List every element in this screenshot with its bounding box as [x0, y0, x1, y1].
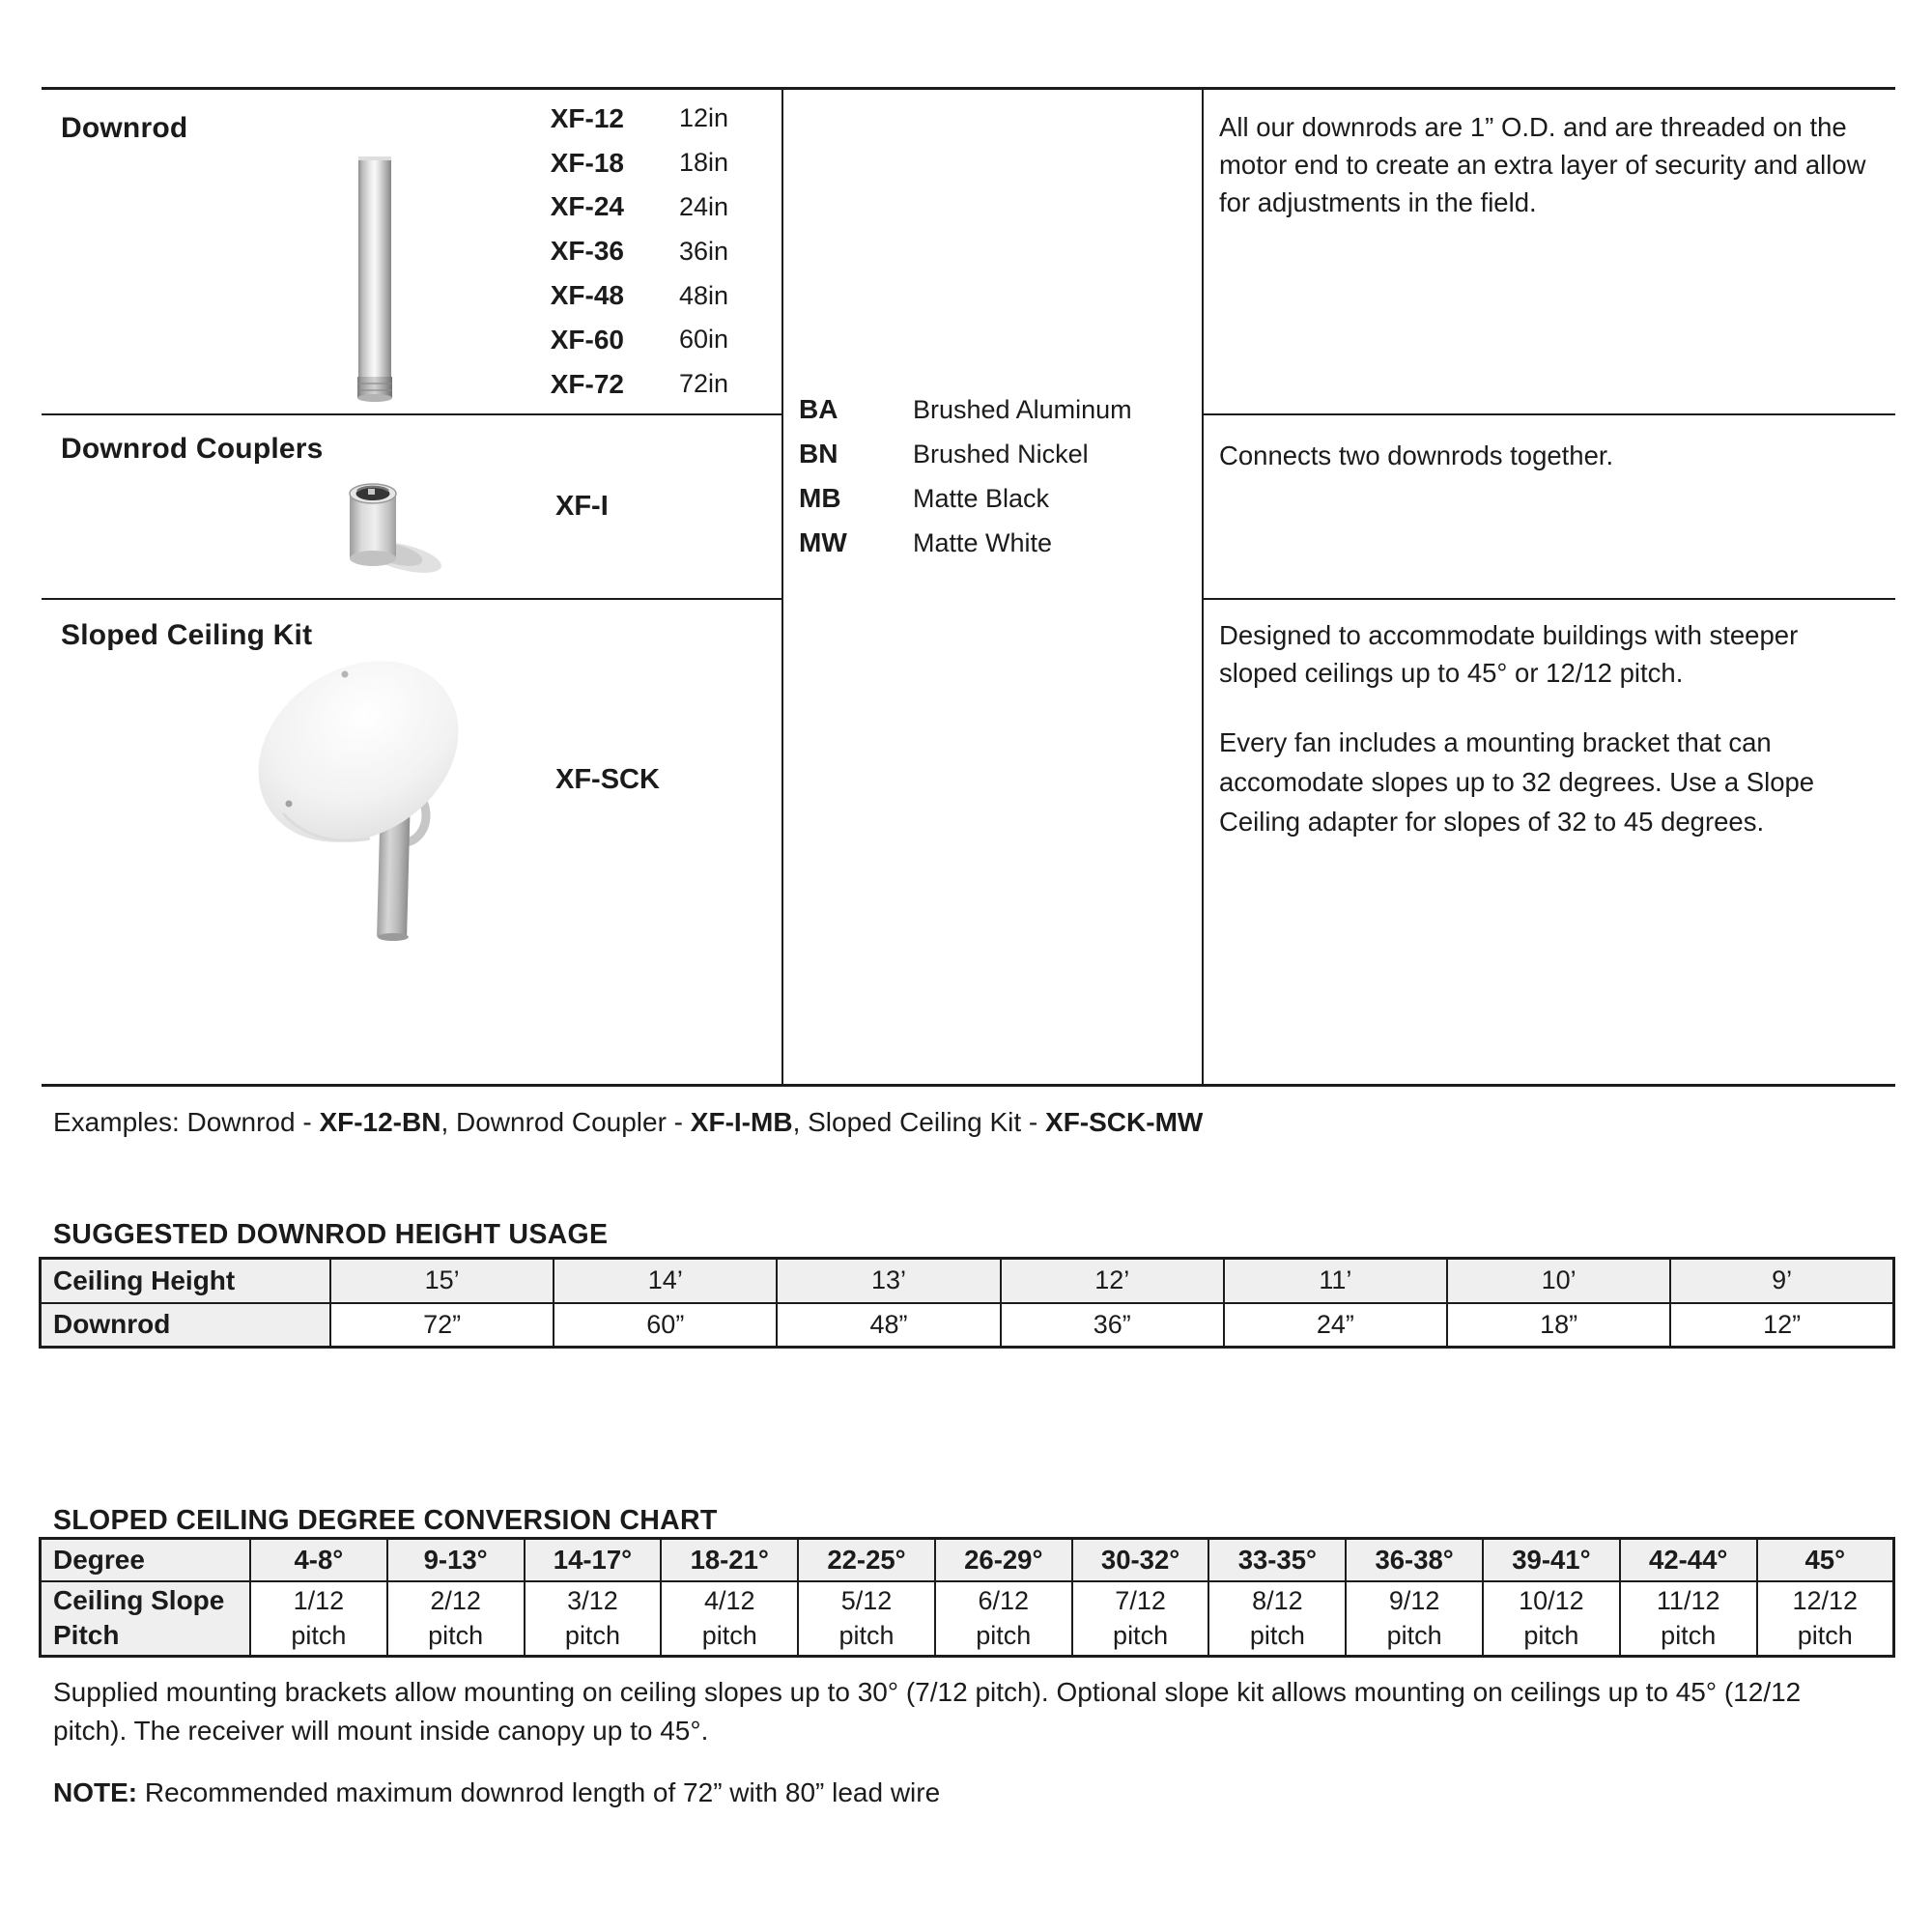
conversion-table-title: SLOPED CEILING DEGREE CONVERSION CHART	[53, 1505, 718, 1536]
finish-row	[799, 432, 1132, 476]
example-downrod-code: XF-12-BN	[319, 1107, 441, 1137]
finish-name: Brushed Aluminum	[913, 394, 1132, 424]
sloped-kit-description-1: Designed to accommodate buildings with steeper sloped ceilings up to 45° or 12/12 pitch.	[1219, 620, 1799, 688]
ceiling-height-value: 13’	[777, 1259, 1000, 1303]
pitch-fraction: 4/12	[703, 1586, 755, 1616]
note-label: NOTE:	[53, 1777, 138, 1807]
downrod-model-row	[522, 185, 728, 230]
finish-row	[799, 476, 1132, 521]
height-table	[39, 1257, 1895, 1349]
pitch-value-cell	[250, 1581, 387, 1657]
right-separator-2	[1202, 598, 1895, 600]
coupler-description: Connects two downrods together.	[1219, 440, 1614, 470]
example-coupler-code: XF-I-MB	[690, 1107, 793, 1137]
downrod-model-code: XF-24	[550, 191, 624, 222]
ceiling-height-value: 11’	[1224, 1259, 1447, 1303]
pitch-value-cell	[1346, 1581, 1483, 1657]
pitch-word: pitch	[564, 1621, 620, 1651]
pitch-fraction: 3/12	[567, 1586, 618, 1616]
ceiling-height-value: 12’	[1001, 1259, 1224, 1303]
downrod-model-code: XF-60	[550, 324, 624, 355]
downrod-length-row	[41, 1303, 1894, 1348]
pitch-word: pitch	[1113, 1621, 1169, 1651]
pitch-row	[41, 1581, 1894, 1657]
downrod-model-code: XF-18	[550, 147, 624, 178]
degree-value: 18-21°	[661, 1539, 798, 1581]
degree-value: 36-38°	[1346, 1539, 1483, 1581]
downrod-model-length: 12in	[679, 103, 729, 133]
finish-name: Brushed Nickel	[913, 439, 1089, 469]
pitch-word: pitch	[1249, 1621, 1305, 1651]
pitch-word: pitch	[1523, 1621, 1579, 1651]
examples-line	[53, 1107, 1203, 1138]
coupler-code: XF-I	[555, 491, 609, 522]
downrod-coupler-image	[336, 477, 452, 574]
degree-value: 42-44°	[1620, 1539, 1757, 1581]
finish-code-list	[799, 387, 1132, 565]
downrod-model-row	[522, 229, 728, 273]
pitch-fraction: 7/12	[1115, 1586, 1166, 1616]
finish-code: MB	[799, 483, 841, 513]
pitch-label	[41, 1581, 251, 1657]
degree-value: 14-17°	[525, 1539, 662, 1581]
pitch-fraction: 12/12	[1792, 1586, 1859, 1616]
downrod-model-code: XF-12	[550, 102, 624, 133]
downrod-model-length: 60in	[679, 325, 729, 355]
downrod-length-value: 18”	[1447, 1303, 1670, 1348]
downrod-model-length: 24in	[679, 191, 729, 221]
downrod-model-length: 36in	[679, 236, 729, 266]
degree-row	[41, 1539, 1894, 1581]
pitch-label-text: Ceiling Slope Pitch	[53, 1585, 225, 1651]
conversion-table	[39, 1537, 1895, 1658]
downrod-model-row	[522, 273, 728, 318]
downrod-model-length: 18in	[679, 148, 729, 178]
ceiling-height-row	[41, 1259, 1894, 1303]
pitch-value-cell	[1072, 1581, 1209, 1657]
pitch-value-cell	[387, 1581, 525, 1657]
note-line	[53, 1774, 940, 1812]
downrod-model-row	[522, 318, 728, 362]
downrod-model-row	[522, 362, 728, 407]
downrod-length-value: 36”	[1001, 1303, 1224, 1348]
pitch-value-cell	[1483, 1581, 1620, 1657]
pitch-fraction: 10/12	[1519, 1586, 1584, 1616]
degree-value: 39-41°	[1483, 1539, 1620, 1581]
downrod-model-row	[522, 141, 728, 185]
degree-value: 30-32°	[1072, 1539, 1209, 1581]
downrod-model-row	[522, 97, 728, 141]
downrod-model-list	[522, 97, 728, 407]
degree-value: 26-29°	[935, 1539, 1072, 1581]
downrod-length-label: Downrod	[41, 1303, 331, 1348]
downrod-length-value: 24”	[1224, 1303, 1447, 1348]
downrod-model-code: XF-72	[550, 368, 624, 399]
pitch-word: pitch	[1797, 1621, 1853, 1651]
pitch-value-cell	[798, 1581, 935, 1657]
degree-value: 4-8°	[250, 1539, 387, 1581]
ceiling-height-value: 9’	[1670, 1259, 1893, 1303]
finish-name: Matte Black	[913, 483, 1050, 513]
finish-code: BA	[799, 394, 838, 424]
sloped-kit-section-title: Sloped Ceiling Kit	[61, 619, 313, 651]
downrod-model-length: 72in	[679, 369, 729, 399]
degree-value: 45°	[1757, 1539, 1894, 1581]
pitch-value-cell	[661, 1581, 798, 1657]
pitch-fraction: 6/12	[978, 1586, 1030, 1616]
degree-label: Degree	[41, 1539, 251, 1581]
couplers-section-title: Downrod Couplers	[61, 433, 324, 465]
pitch-fraction: 8/12	[1252, 1586, 1303, 1616]
downrod-length-value: 72”	[330, 1303, 554, 1348]
right-separator-1	[1202, 413, 1895, 415]
examples-prefix: Examples: Downrod -	[53, 1107, 320, 1137]
pitch-value-cell	[1757, 1581, 1894, 1657]
pitch-value-cell	[1208, 1581, 1346, 1657]
pitch-fraction: 9/12	[1388, 1586, 1440, 1616]
finish-name: Matte White	[913, 527, 1053, 557]
examples-mid1: , Downrod Coupler -	[440, 1107, 691, 1137]
degree-value: 33-35°	[1208, 1539, 1346, 1581]
degree-value: 9-13°	[387, 1539, 525, 1581]
pitch-word: pitch	[428, 1621, 484, 1651]
examples-mid2: , Sloped Ceiling Kit -	[792, 1107, 1046, 1137]
sloped-kit-code: XF-SCK	[555, 764, 660, 795]
downrod-section-title: Downrod	[61, 112, 188, 144]
ceiling-height-value: 15’	[330, 1259, 554, 1303]
pitch-word: pitch	[976, 1621, 1032, 1651]
ceiling-height-label: Ceiling Height	[41, 1259, 331, 1303]
sloped-kit-description-2: Every fan includes a mounting bracket that can accomodate slopes up to 32 degrees. Use a Slope Ceiling adapter for slopes of 32 to 45 degrees.	[1219, 727, 1815, 837]
mounting-note: Supplied mounting brackets allow mounting on ceiling slopes up to 30° (7/12 pitch). Optional slope kit allows mounting on ceilings up to 45° (12/12 pitch). The receiver will mount inside canopy up to 45°.	[53, 1677, 1802, 1746]
finish-row	[799, 387, 1132, 432]
finish-row	[799, 521, 1132, 565]
pitch-fraction: 1/12	[293, 1586, 345, 1616]
pitch-value-cell	[1620, 1581, 1757, 1657]
downrod-length-value: 12”	[1670, 1303, 1893, 1348]
height-table-title: SUGGESTED DOWNROD HEIGHT USAGE	[53, 1219, 609, 1250]
sloped-ceiling-kit-image	[256, 659, 493, 949]
note-text: Recommended maximum downrod length of 72” with 80” lead wire	[137, 1777, 941, 1807]
pitch-value-cell	[525, 1581, 662, 1657]
pitch-word: pitch	[838, 1621, 895, 1651]
downrod-model-code: XF-36	[550, 236, 624, 267]
ceiling-height-value: 10’	[1447, 1259, 1670, 1303]
ceiling-height-value: 14’	[554, 1259, 777, 1303]
downrod-description: All our downrods are 1” O.D. and are threaded on the motor end to create an extra layer of security and allow for adjustments in the field.	[1219, 112, 1866, 217]
downrod-model-code: XF-48	[550, 280, 624, 311]
pitch-word: pitch	[1661, 1621, 1717, 1651]
finish-code: BN	[799, 439, 838, 469]
pitch-word: pitch	[701, 1621, 757, 1651]
pitch-word: pitch	[291, 1621, 347, 1651]
pitch-fraction: 2/12	[430, 1586, 481, 1616]
downrod-model-length: 48in	[679, 280, 729, 310]
grid-bottom-rule	[42, 1084, 1895, 1087]
finish-code: MW	[799, 527, 847, 557]
pitch-fraction: 11/12	[1656, 1586, 1720, 1616]
pitch-value-cell	[935, 1581, 1072, 1657]
degree-value: 22-25°	[798, 1539, 935, 1581]
grid-top-rule	[42, 87, 1895, 90]
downrod-image	[354, 155, 396, 404]
grid-vertical-divider-2	[1202, 87, 1204, 1087]
left-separator-1	[42, 413, 781, 415]
pitch-fraction: 5/12	[840, 1586, 893, 1616]
downrod-length-value: 60”	[554, 1303, 777, 1348]
grid-vertical-divider-1	[781, 87, 783, 1087]
left-separator-2	[42, 598, 781, 600]
pitch-word: pitch	[1386, 1621, 1442, 1651]
example-kit-code: XF-SCK-MW	[1045, 1107, 1204, 1137]
downrod-length-value: 48”	[777, 1303, 1000, 1348]
